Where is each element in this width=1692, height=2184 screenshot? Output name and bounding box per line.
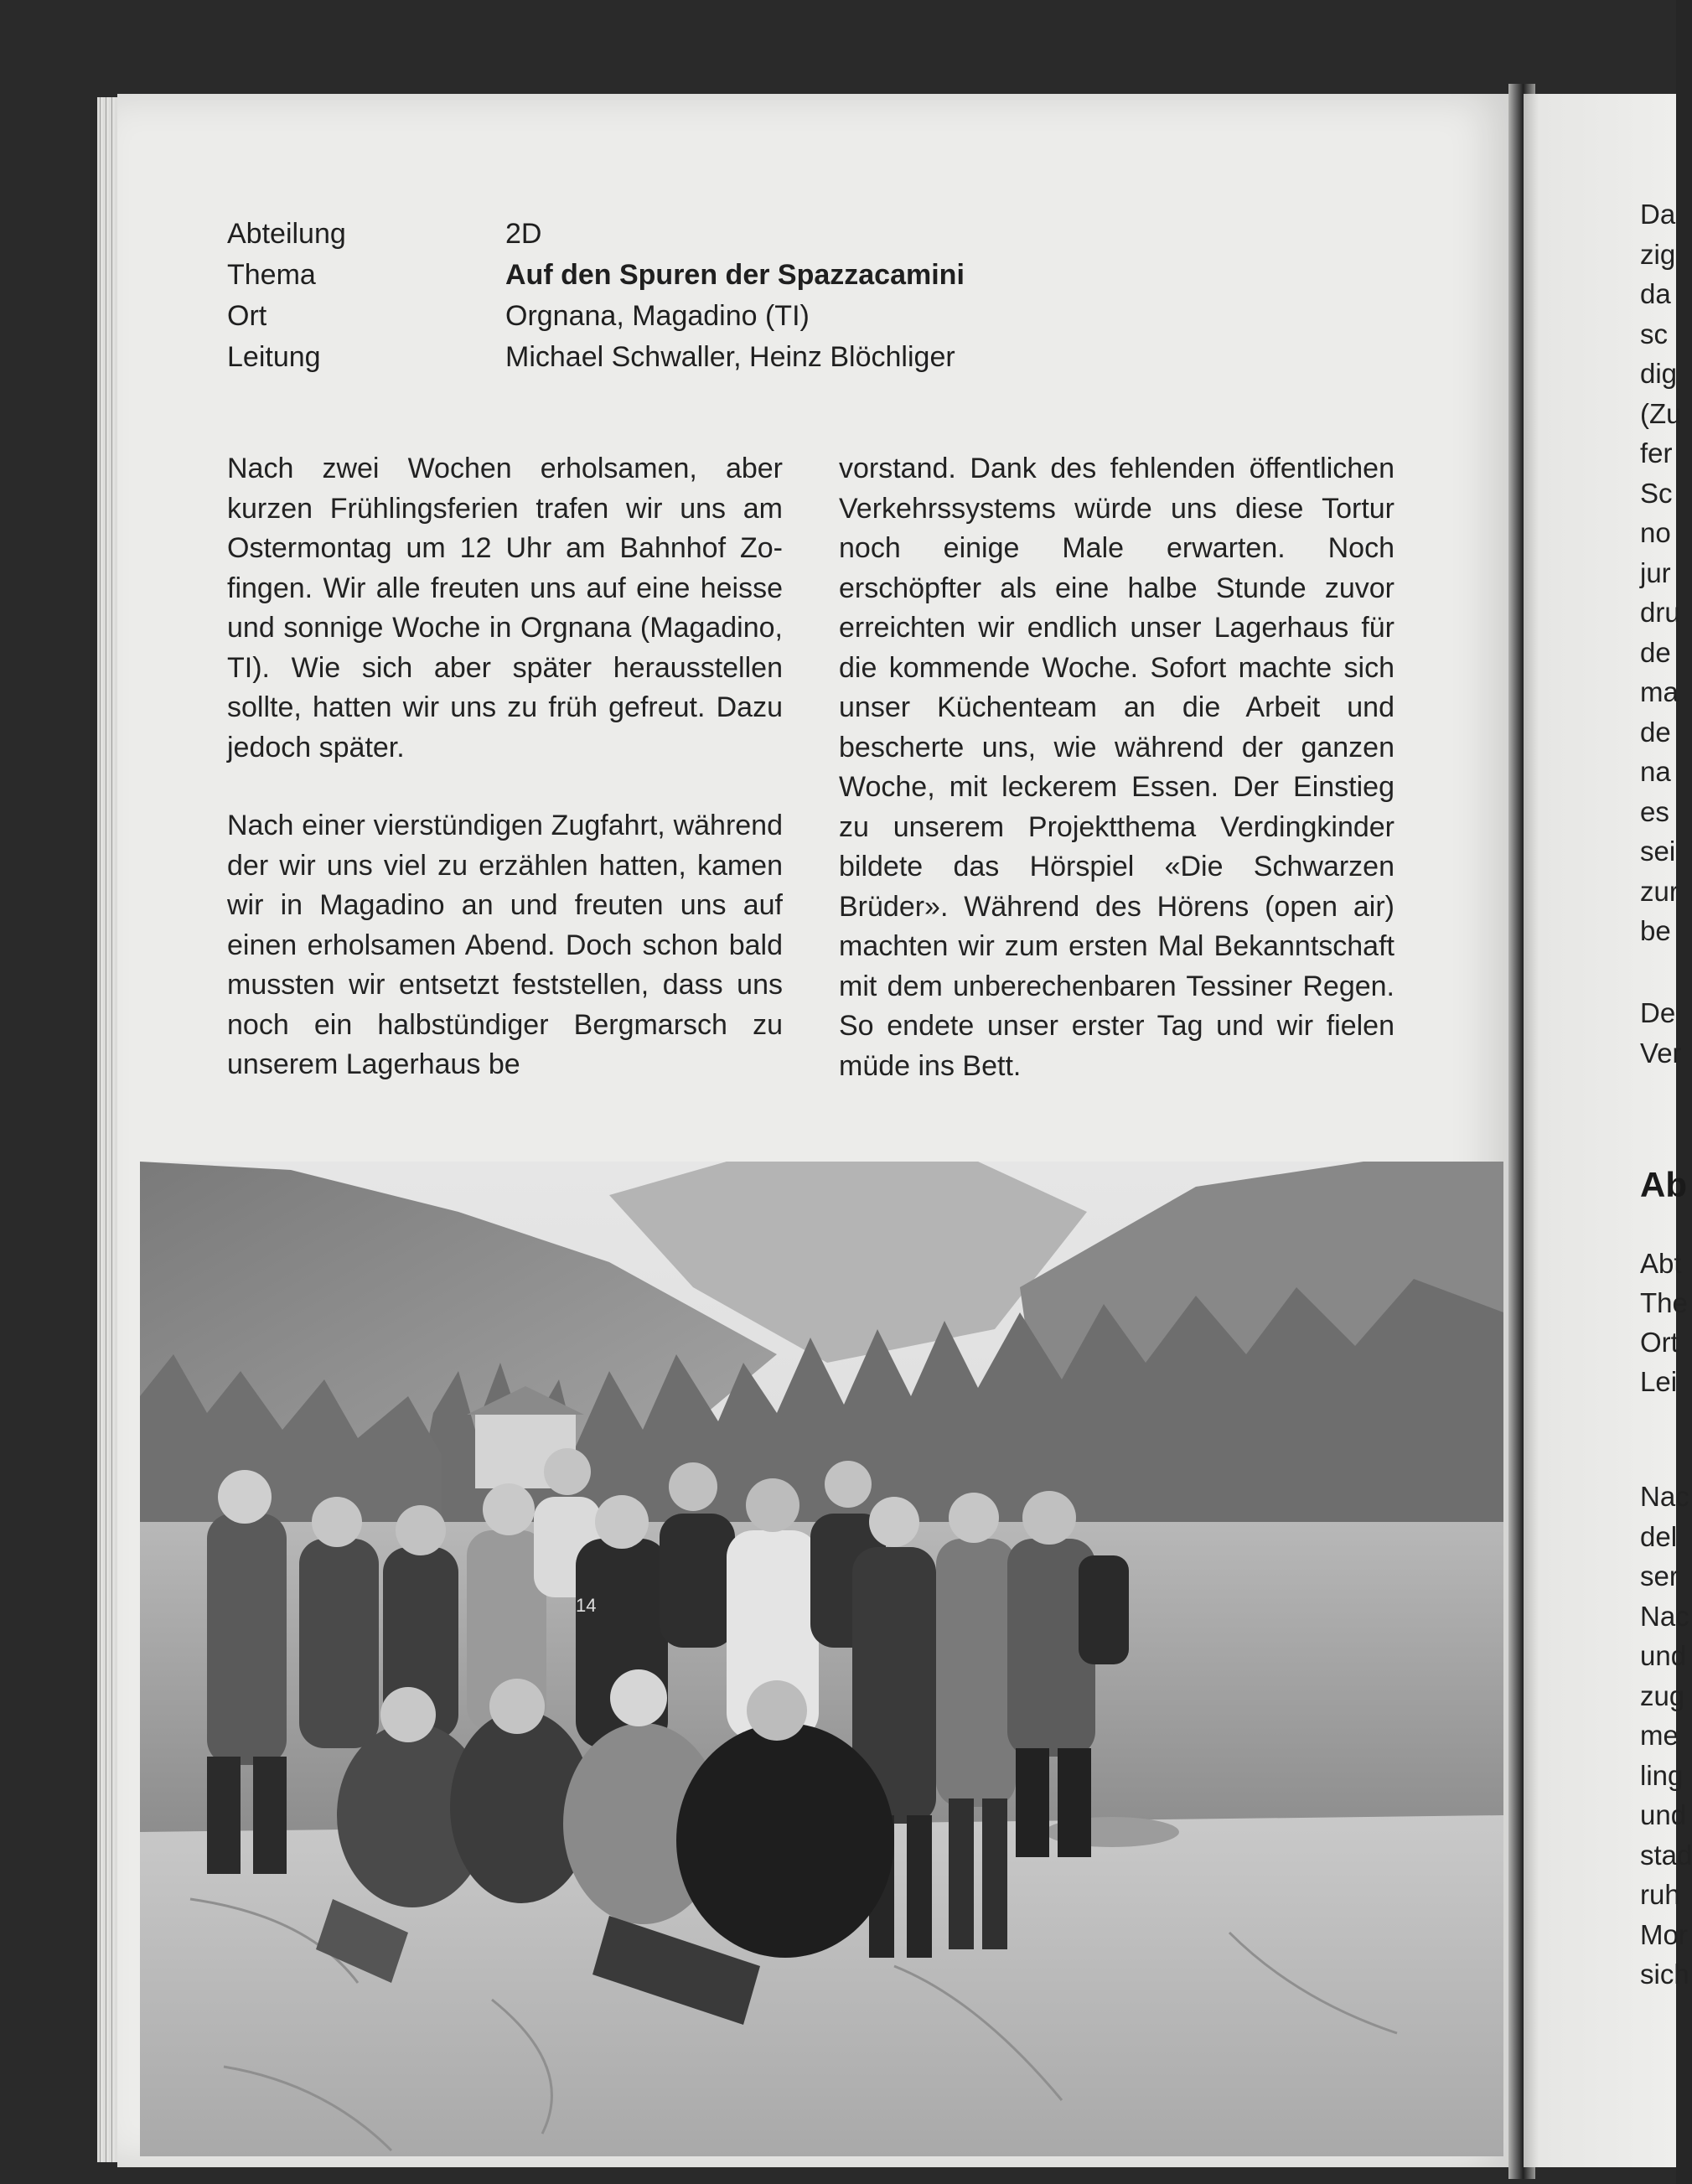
text-line: es bbox=[1640, 795, 1669, 827]
label-leitung: Leitung bbox=[227, 341, 321, 373]
text-line: fer bbox=[1640, 437, 1673, 468]
text-line: dig bbox=[1640, 358, 1678, 389]
label-ort: Ort bbox=[227, 300, 267, 332]
text-line: ser bbox=[1640, 1560, 1679, 1591]
text-line: Sc bbox=[1640, 477, 1673, 509]
text-line: ma bbox=[1640, 676, 1679, 707]
right-page-column-mid bbox=[1640, 993, 1682, 1073]
text-line: na bbox=[1640, 756, 1671, 787]
text-line: de bbox=[1640, 716, 1671, 748]
group-photo bbox=[140, 1162, 1503, 2156]
text-line: und bbox=[1640, 1799, 1687, 1830]
text-line: ruh bbox=[1640, 1879, 1680, 1910]
text-line: dru bbox=[1640, 597, 1680, 628]
text-line: Ver bbox=[1640, 1037, 1682, 1069]
text-line: stad bbox=[1640, 1839, 1692, 1871]
text-line: no bbox=[1640, 517, 1671, 548]
right-page-column-top bbox=[1640, 194, 1682, 951]
text-line: be bbox=[1640, 915, 1671, 946]
right-page-heading: Ab bbox=[1640, 1165, 1687, 1204]
text-line: da bbox=[1640, 278, 1671, 309]
jersey-number: 14 bbox=[576, 1595, 597, 1616]
article-column-2 bbox=[839, 449, 1394, 1086]
text-line: ling bbox=[1640, 1759, 1684, 1791]
text-line: zur bbox=[1640, 875, 1679, 907]
text-line: Ort bbox=[1640, 1327, 1679, 1358]
paragraph: vorstand. Dank des fehlenden öffentlichen Verkehrssystems würde uns diese Tortur noch einige Male erwarten. Noch erschöpfter als eine halbe Stunde zuvor erreichten wir endlich unser Lagerhaus für die kommende Woche. Sofort machte sich unser Küchenteam an die Arbeit und bescherte uns, wie während der ganzen Woche, mit leckerem Essen. Der Einstieg zu unserem Projektthema Verdingkinder bildete das Hörspiel «Die Schwarzen Brüder». Während des Hörens (open air) machten wir zum ersten Mal Bekanntschaft mit dem unberechenbaren Tessiner Regen. So endete unser erster Tag und wir fielen müde ins Bett. bbox=[839, 453, 1394, 1082]
value-leitung: Michael Schwaller, Heinz Blöchliger bbox=[505, 341, 955, 373]
value-thema: Auf den Spuren der Spazzacamini bbox=[505, 259, 965, 291]
paragraph: Nach zwei Wochen erholsamen, aber kurzen Frühlingsferien trafen wir uns am Ostermontag um 12 Uhr am Bahnhof Zofingen. Wir alle freuten uns auf eine heisse und sonnige Woche in Orgnana (Magadino, TI). Wie sich aber später herausstellen sollte, hatten wir uns zu früh gefreut. Dazu jedoch später. bbox=[227, 453, 783, 763]
text-line: Nac bbox=[1640, 1481, 1689, 1512]
text-line: De bbox=[1640, 997, 1676, 1028]
text-line: del bbox=[1640, 1520, 1678, 1552]
text-line: The bbox=[1640, 1287, 1688, 1318]
text-line: Da bbox=[1640, 199, 1676, 230]
text-line: (Zu bbox=[1640, 397, 1682, 429]
text-line: jur bbox=[1640, 556, 1671, 588]
article-column-1 bbox=[227, 449, 783, 1085]
value-ort: Orgnana, Magadino (TI) bbox=[505, 300, 810, 332]
text-line: und bbox=[1640, 1640, 1687, 1671]
label-thema: Thema bbox=[227, 259, 316, 291]
right-page-text bbox=[1524, 94, 1692, 2167]
label-abteilung: Abteilung bbox=[227, 218, 346, 250]
text-line: zug bbox=[1640, 1679, 1685, 1711]
text-line: de bbox=[1640, 636, 1671, 668]
paragraph: Nach einer vierstündigen Zugfahrt, während der wir uns viel zu erzählen hatten, kamen wir in Magadino an und freuten uns auf einen erholsamen Abend. Doch schon bald mussten wir entsetzt feststellen, dass uns noch ein halbstündiger Bergmarsch zu unserem Lagerhaus be bbox=[227, 810, 783, 1080]
text-line: sc bbox=[1640, 318, 1668, 349]
right-page-column-bottom bbox=[1640, 1477, 1692, 1995]
text-line: sei bbox=[1640, 836, 1676, 867]
value-abteilung: 2D bbox=[505, 218, 542, 250]
text-line: zig bbox=[1640, 238, 1676, 270]
text-line: Nac bbox=[1640, 1600, 1689, 1632]
text-line: Mor bbox=[1640, 1918, 1688, 1950]
text-line: me bbox=[1640, 1720, 1679, 1751]
text-line: Abt bbox=[1640, 1248, 1682, 1279]
text-line: sich bbox=[1640, 1959, 1689, 1990]
text-line: Lei bbox=[1640, 1366, 1678, 1397]
right-page-metadata bbox=[1640, 1244, 1688, 1401]
